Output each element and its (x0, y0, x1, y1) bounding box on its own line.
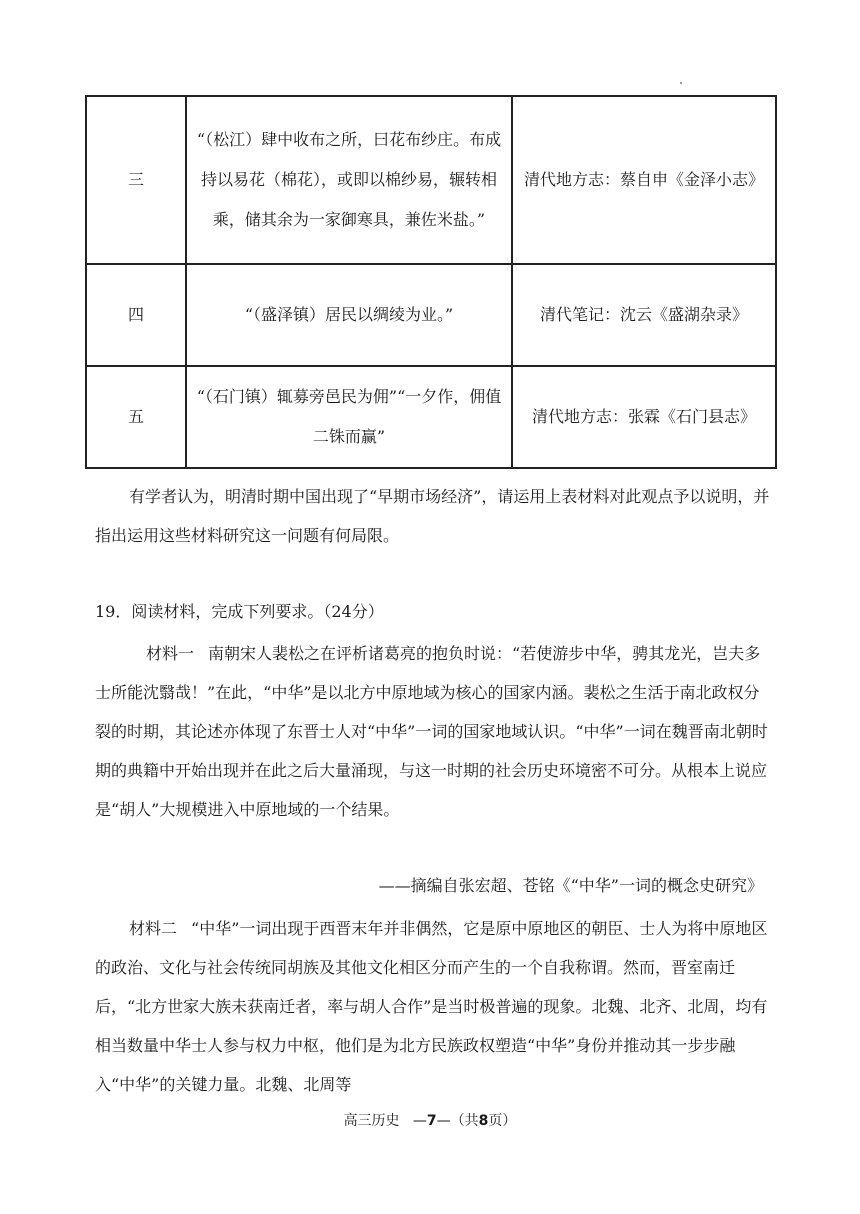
material-2-label: 材料二 (129, 919, 178, 938)
material-source: 清代地方志：张霖《石门县志》 (512, 366, 776, 468)
footer-page-number: 7 (426, 1113, 437, 1129)
footer-total-suffix: 页） (488, 1113, 517, 1129)
material-quote: “（松江）肆中收布之所，曰花布纱庄。布成持以易花（棉花），或即以棉纱易，辗转相乘，储其余为一家御寒具，兼佐米盐。” (186, 96, 512, 264)
material-source: 清代笔记：沈云《盛湖杂录》 (512, 264, 776, 366)
material-quote: “（盛泽镇）居民以绸绫为业。” (186, 264, 512, 366)
material-source: 清代地方志：蔡自申《金泽小志》 (512, 96, 776, 264)
table-row (86, 366, 776, 468)
table-row (86, 96, 776, 264)
material-1-citation: ——摘编自张宏超、苍铭《“中华”一词的概念史研究》 (378, 876, 763, 895)
table-row (86, 264, 776, 366)
footer-total-pages: 8 (478, 1113, 489, 1129)
question-18-prompt: 有学者认为，明清时期中国出现了“早期市场经济”，请运用上表材料对此观点予以说明，并指出运用这些材料研究这一问题有何局限。 (95, 487, 770, 545)
footer-page-suffix: —（共 (436, 1113, 479, 1129)
question-19-title: 19．阅读材料，完成下列要求。（24分） (95, 602, 384, 621)
scan-speck (680, 82, 682, 84)
material-quote: “（石门镇）辄募旁邑民为佣”“一夕作，佣值二铢而赢” (186, 366, 512, 468)
footer-page-prefix: — (412, 1113, 427, 1129)
page-footer (0, 1110, 860, 1130)
material-1-label: 材料一 (146, 644, 195, 663)
material-1-text: 南朝宋人裴松之在评析诸葛亮的抱负时说：“若使游步中华，骋其龙光，岂夫多士所能沈翳哉！”在此，“中华”是以北方中原地域为核心的国家内涵。裴松之生活于南北政权分裂的时期，其论述亦体现了东晋士人对“中华”一词的国家地域认识。“中华”一词在魏晋南北朝时期的典籍中开始出现并在此之后大量涌现，与这一时期的社会历史环境密不可分。从根本上说应是“胡人”大规模进入中原地域的一个结果。 (95, 644, 768, 819)
material-1 (95, 634, 775, 829)
material-2 (95, 909, 775, 1104)
footer-subject: 高三历史 (343, 1113, 400, 1129)
row-number: 三 (86, 96, 186, 264)
row-number: 五 (86, 366, 186, 468)
material-2-text: “中华”一词出现于西晋末年并非偶然，它是原中原地区的朝臣、士人为将中原地区的政治、文化与社会传统同胡族及其他文化相区分而产生的一个自我称谓。然而，晋室南迁后，“北方世家大族未获南迁者，率与胡人合作”是当时极普遍的现象。北魏、北齐、北周，均有相当数量中华士人参与权力中枢，他们是为北方民族政权塑造“中华”身份并推动其一步步融入“中华”的关键力量。北魏、北周等 (95, 919, 768, 1094)
source-table (85, 95, 777, 469)
row-number: 四 (86, 264, 186, 366)
